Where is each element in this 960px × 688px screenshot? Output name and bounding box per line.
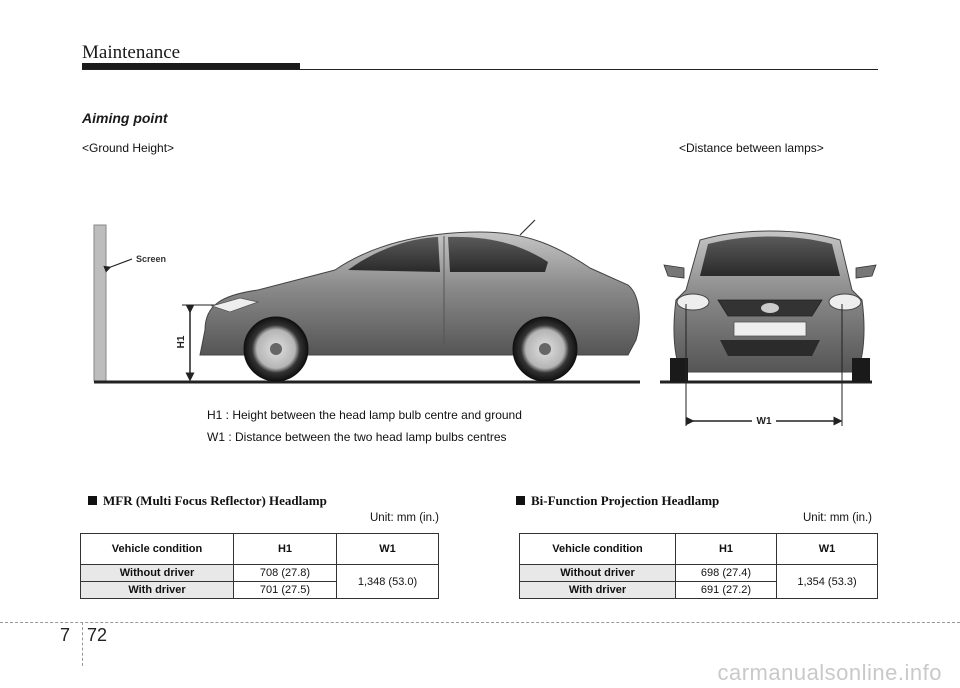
bifunction-heading-text: Bi-Function Projection Headlamp [531,493,720,508]
section-title: Aiming point [82,110,168,126]
table-row [81,565,439,582]
mfr-w1-value: 1,348 (53.0) [337,565,439,599]
bifunction-row-h1: 691 (27.2) [676,582,777,599]
legend-w1: W1 : Distance between the two head lamp bulbs centres [207,430,507,444]
caption-ground-height: <Ground Height> [82,141,175,155]
bifunction-table [519,533,878,599]
mfr-table-heading [88,493,327,509]
mfr-table [80,533,439,599]
bifunction-unit-label: Unit: mm (in.) [803,512,872,524]
bifunction-col-condition: Vehicle condition [520,534,676,565]
mfr-row-h1: 701 (27.5) [234,582,337,599]
car-front-view [664,231,876,382]
car-side-view [200,220,639,381]
chapter-number: 7 [60,625,71,645]
bullet-square-icon [88,496,97,505]
mfr-row-h1: 708 (27.8) [234,565,337,582]
mfr-col-condition: Vehicle condition [81,534,234,565]
bifunction-row-condition: Without driver [520,565,676,582]
mfr-row-condition: With driver [81,582,234,599]
mfr-row-condition: Without driver [81,565,234,582]
headlamp-aiming-illustration [0,195,960,435]
bifunction-col-w1: W1 [777,534,878,565]
watermark: carmanualsonline.info [717,660,942,685]
page-number: 72 [87,625,108,645]
mfr-heading-text: MFR (Multi Focus Reflector) Headlamp [103,493,327,508]
footer-vertical-divider [82,622,83,666]
caption-distance-between-lamps: <Distance between lamps> [679,141,824,155]
bifunction-col-h1: H1 [676,534,777,565]
footer-divider [0,622,960,623]
h1-label: H1 [176,335,187,349]
mfr-col-w1: W1 [337,534,439,565]
header-thin-rule [82,69,878,70]
table-row [520,565,878,582]
bifunction-row-h1: 698 (27.4) [676,565,777,582]
bifunction-row-condition: With driver [520,582,676,599]
mfr-col-h1: H1 [234,534,337,565]
screen-panel [94,225,106,381]
bifunction-w1-value: 1,354 (53.3) [777,565,878,599]
legend-h1: H1 : Height between the head lamp bulb centre and ground [207,408,522,422]
mfr-unit-label: Unit: mm (in.) [370,512,439,524]
page-header-title: Maintenance [82,42,181,63]
bifunction-table-heading [516,493,719,509]
bullet-square-icon [516,496,525,505]
screen-label: Screen [136,254,167,264]
w1-label: W1 [756,416,772,427]
